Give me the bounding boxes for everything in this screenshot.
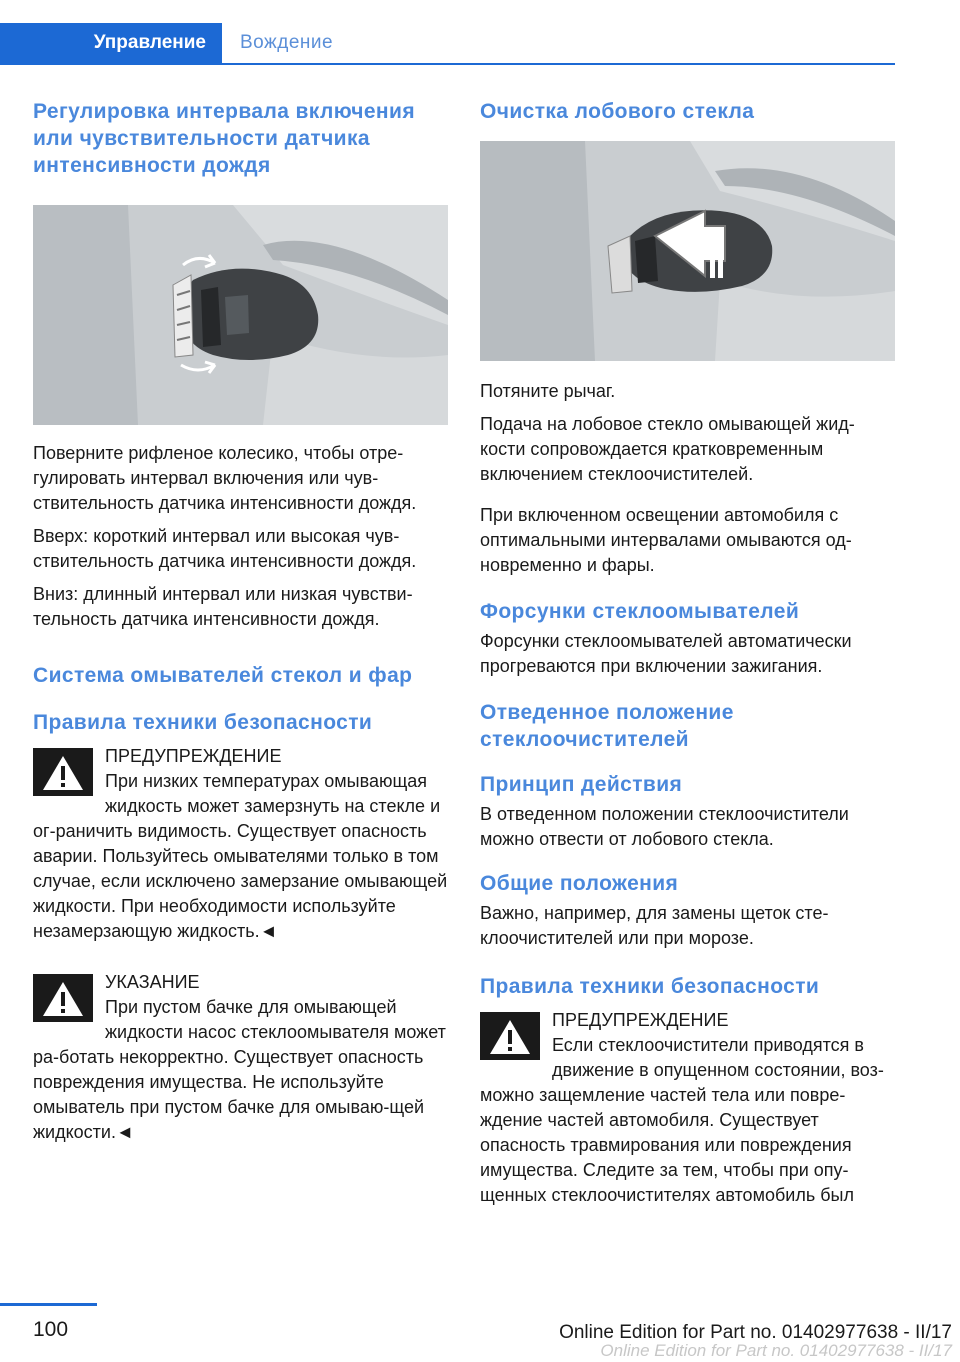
warning-triangle-icon — [480, 1012, 540, 1060]
heading-general: Общие положения — [480, 872, 679, 895]
heading-operating-principle: Принцип действия — [480, 773, 683, 796]
warning-triangle-icon — [33, 974, 93, 1022]
wiper-stalk-wheel-photo — [33, 205, 448, 425]
heading-safety-rules-right: Правила техники безопасности — [480, 975, 820, 998]
heading-windscreen-cleaning: Очистка лобового стекла — [480, 100, 755, 123]
paragraph-turn-wheel: Поверните рифленое колесико, чтобы отре-гулировать интервал включения или чув-ствительность датчика интенсивности дождя. — [33, 443, 417, 513]
warning-title: ПРЕДУПРЕЖДЕНИЕ — [105, 746, 282, 766]
notice-block-empty-tank — [33, 970, 448, 1145]
heading-washer-system: Система омывателей стекол и фар — [33, 664, 413, 687]
warning-triangle-icon — [33, 748, 93, 796]
heading-folded-position: Отведенное положение стеклоочистителей — [480, 701, 734, 751]
heading-washer-nozzles: Форсунки стеклоомывателей — [480, 600, 800, 623]
edition-info: Online Edition for Part no. 01402977638 - II/17 — [559, 1322, 952, 1343]
paragraph-up: Вверх: короткий интервал или высокая чув-ствительность датчика интенсивности дождя. — [33, 526, 417, 571]
left-column — [33, 98, 448, 1145]
page-number: 100 — [33, 1318, 69, 1341]
section-tabbar — [0, 23, 895, 65]
watermark-text: Online Edition for Part no. 01402977638 - II/17 — [600, 1341, 952, 1360]
warning-block-freeze — [33, 744, 448, 944]
paragraph-down: Вниз: длинный интервал или низкая чувстви-тельность датчика интенсивности дождя. — [33, 584, 413, 629]
paragraph-general: Важно, например, для замены щеток сте-клоочистителей или при морозе. — [480, 903, 829, 948]
tab-driving[interactable]: Вождение — [240, 32, 334, 53]
heading-interval-adjust: Регулировка интервала включения или чувствительности датчика интенсивности дождя — [33, 100, 415, 177]
paragraph-fluid-supply: Подача на лобовое стекло омывающей жид-кости сопровождается кратковременным включением стеклоочистителей. — [480, 414, 855, 484]
notice-text-empty-tank: При пустом бачке для омывающей жидкости насос стеклоомывателя может ра-ботать некорректно. Существует опасность повреждения имущества. Не используйте омыватель при пустом бачке для омываю-щей жидкости.◄ — [33, 997, 446, 1142]
heading-safety-rules: Правила техники безопасности — [33, 711, 373, 734]
paragraph-headlight-washers: При включенном освещении автомобиля с оптимальными интервалами омываются од-новременно и фары. — [480, 505, 852, 575]
warning-text-folded: Если стеклоочистители приводятся в движение в опущенном состоянии, воз-можно защемление частей тела или повре-ждение частей автомобиля. Существует опасность травмирования или повреждения имущества. Следите за тем, чтобы при опу-щенных стеклоочистителях автомобиль был — [480, 1035, 884, 1205]
footer-accent-line — [0, 1303, 97, 1306]
wiper-stalk-pull-photo — [480, 141, 895, 361]
right-column — [480, 98, 895, 1208]
warning-text-freeze: При низких температурах омывающая жидкость может замерзнуть на стекле и ог-раничить видимость. Существует опасность аварии. Пользуйтесь омывателями только в том случае, если исключено замерзание омывающей жидкости. При необходимости используйте незамерзающую жидкость.◄ — [33, 771, 448, 941]
warning-title-right: ПРЕДУПРЕЖДЕНИЕ — [552, 1010, 729, 1030]
notice-title: УКАЗАНИЕ — [105, 972, 200, 992]
paragraph-folded-principle: В отведенном положении стеклоочистители можно отвести от лобового стекла. — [480, 804, 849, 849]
tab-controls[interactable]: Управление — [0, 23, 222, 63]
paragraph-nozzles-heated: Форсунки стеклоомывателей автоматически прогреваются при включении зажигания. — [480, 631, 852, 676]
paragraph-pull-lever: Потяните рычаг. — [480, 381, 616, 401]
warning-block-folded — [480, 1008, 895, 1208]
